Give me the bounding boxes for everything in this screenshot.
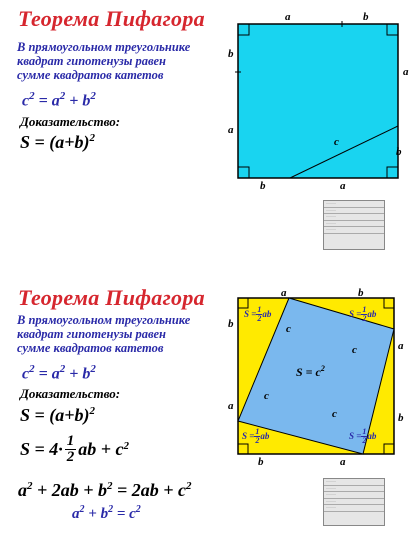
label-b-bottom: b <box>260 180 266 192</box>
statement-line: сумме квадратов катетов <box>17 68 164 82</box>
statement-2 <box>17 313 190 355</box>
label-b-top: b <box>363 11 369 23</box>
control-panel-1[interactable] <box>323 200 385 250</box>
control-row[interactable]: .......... <box>324 499 384 506</box>
final-equation: $a^2 + b^2 = c^2$ <box>72 504 141 522</box>
control-row[interactable]: .......... <box>324 486 384 493</box>
control-row[interactable]: .......... <box>324 505 384 512</box>
label-a-right: a <box>398 340 404 352</box>
control-row[interactable]: .......... <box>324 201 384 208</box>
area-equation-sum: S = 4· 1 2 ab + c 2 <box>20 433 130 465</box>
center-area-label: $S = c^2$ <box>296 364 325 379</box>
label-a-left: a <box>228 400 234 412</box>
control-row[interactable]: .......... <box>324 492 384 499</box>
fraction-half: 1 2 <box>66 433 75 465</box>
triangle-area-label-tl: S = $\frac{1}{2}$ ab <box>244 305 272 323</box>
triangle-area-label-br: S = $\frac{1}{2}$ ab <box>349 427 377 445</box>
label-c-top: c <box>286 323 291 335</box>
label-a-bottom: a <box>340 180 346 192</box>
title-2: Теорема Пифагора <box>18 285 205 310</box>
statement-line: В прямоугольном треугольнике <box>17 313 191 327</box>
control-row[interactable]: .......... <box>324 479 384 486</box>
square-diagram-1 <box>230 10 410 200</box>
label-c: c <box>334 136 339 148</box>
proof-label-2: Доказательство: <box>20 386 121 401</box>
label-c-bottom: c <box>332 408 337 420</box>
label-a-right: a <box>403 66 409 78</box>
control-row[interactable]: .......... <box>324 227 384 234</box>
label-a-bottom: a <box>340 456 346 468</box>
statement-line: В прямоугольном треугольнике <box>17 40 191 54</box>
label-a-top: a <box>281 287 287 299</box>
label-a-top: a <box>285 11 291 23</box>
label-b-left: b <box>228 318 234 330</box>
control-row[interactable]: .......... <box>324 214 384 221</box>
label-a-left: a <box>228 124 234 136</box>
control-row[interactable]: .......... <box>324 221 384 228</box>
pythagoras-formula-1: $c^2 = a^2 + b^2$ <box>22 90 96 110</box>
area-equation-1: $S = (a+b)^2$ <box>20 132 96 152</box>
title-1: Теорема Пифагора <box>18 6 205 31</box>
statement-line: сумме квадратов катетов <box>17 341 164 355</box>
label-b-bottom: b <box>258 456 264 468</box>
statement-1 <box>17 40 190 82</box>
area-equation-2: $S = (a+b)^2$ <box>20 405 96 425</box>
triangle-area-label-tr: S = $\frac{1}{2}$ ab <box>349 305 377 323</box>
label-b-right: b <box>398 412 404 424</box>
proof-label-1: Доказательство: <box>20 114 121 129</box>
label-b-right: b <box>396 146 402 158</box>
outer-square <box>238 24 398 178</box>
label-b-left: b <box>228 48 234 60</box>
control-row[interactable]: .......... <box>324 208 384 215</box>
control-panel-2[interactable] <box>323 478 385 526</box>
statement-line: квадрат гипотенузы равен <box>17 327 166 341</box>
triangle-area-label-bl: S = $\frac{1}{2}$ ab <box>242 427 270 445</box>
label-c-left: c <box>264 390 269 402</box>
label-c-right: c <box>352 344 357 356</box>
statement-line: квадрат гипотенузы равен <box>17 54 166 68</box>
label-b-top: b <box>358 287 364 299</box>
expanded-equation: $a^2 + 2ab + b^2 = 2ab + c^2$ <box>18 480 192 500</box>
pythagoras-formula-2: $c^2 = a^2 + b^2$ <box>22 363 96 383</box>
